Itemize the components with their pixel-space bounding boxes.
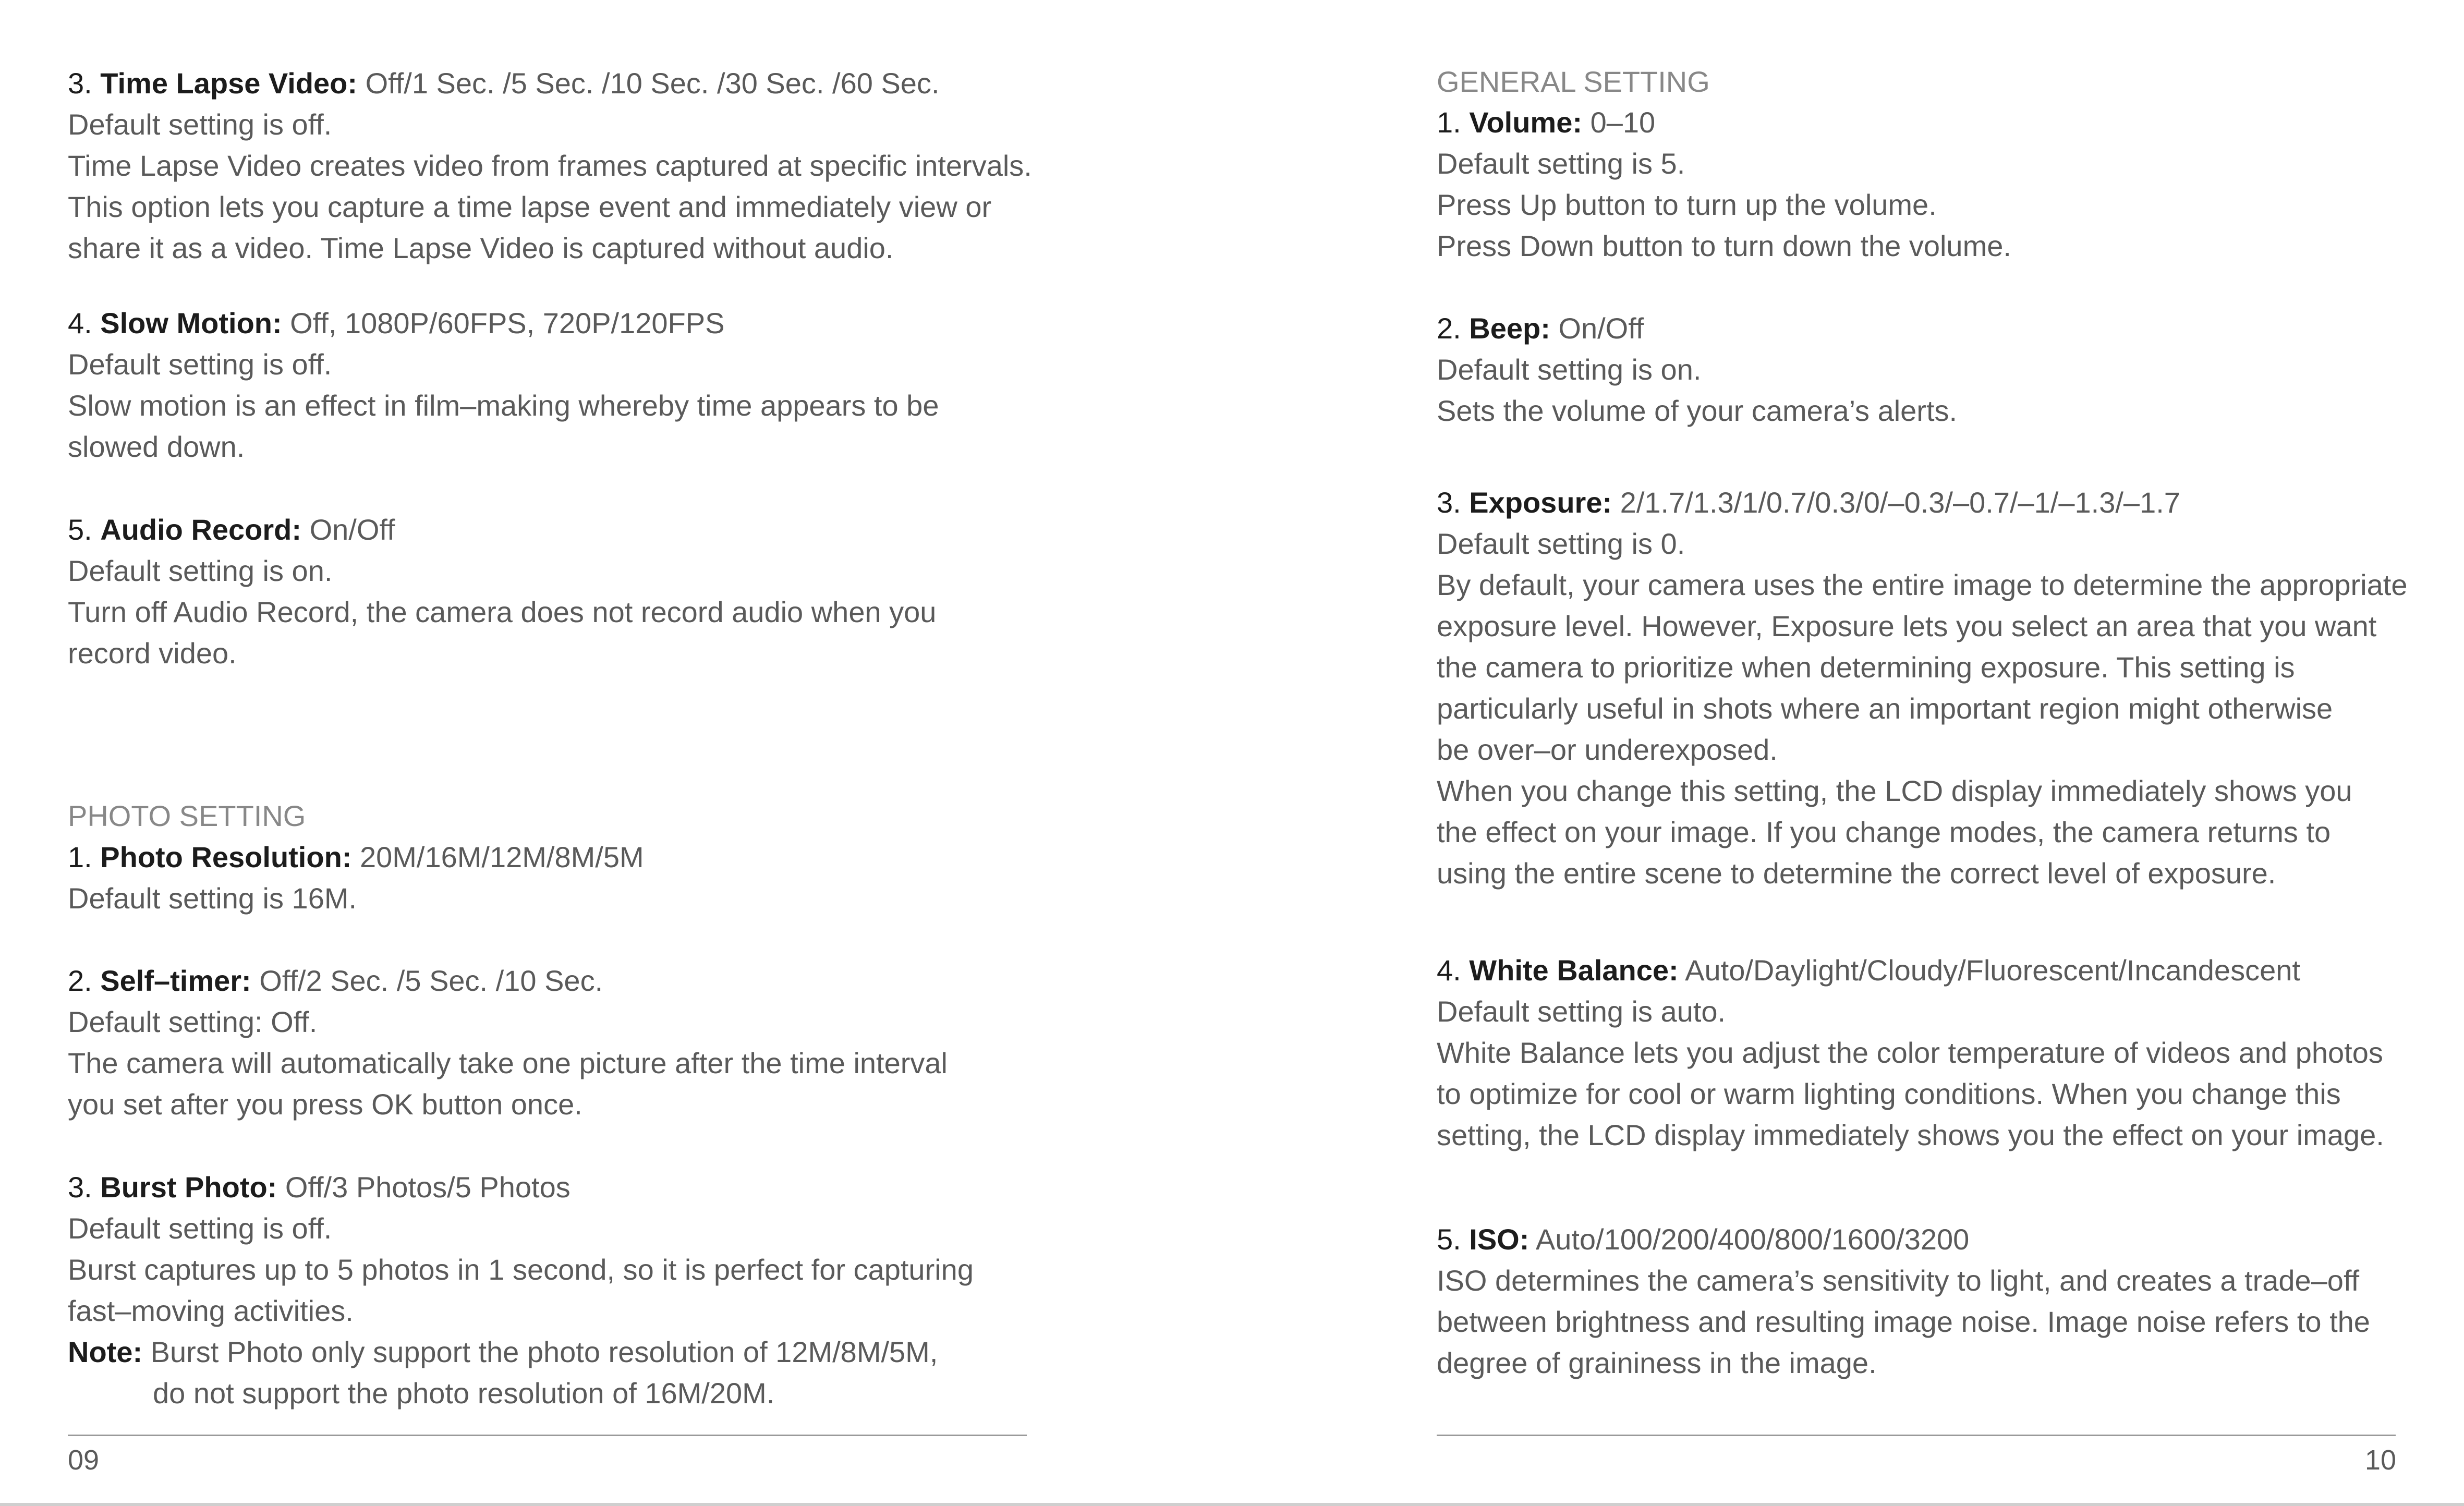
volume-desc-line: Press Up button to turn up the volume. (1437, 188, 1937, 221)
volume-default: Default setting is 5. (1437, 147, 1685, 180)
white-balance-desc-line: setting, the LCD display immediately shows you the effect on your image. (1437, 1119, 2384, 1151)
time-lapse-default: Default setting is off. (68, 108, 332, 141)
note-label: Note: (68, 1335, 143, 1368)
right-footer-rule (1437, 1435, 2396, 1436)
audio-record-heading: 5. Audio Record: On/Off (68, 513, 395, 546)
time-lapse-video-options: Off/1 Sec. /5 Sec. /10 Sec. /30 Sec. /60 Sec. (357, 67, 940, 100)
iso-heading: 5. ISO: Auto/100/200/400/800/1600/3200 (1437, 1223, 1970, 1256)
exposure-desc-line: When you change this setting, the LCD display immediately shows you (1437, 774, 2352, 807)
exposure-desc-line: particularly useful in shots where an important region might otherwise (1437, 692, 2333, 725)
self-timer-desc-line: you set after you press OK button once. (68, 1088, 582, 1121)
exposure-options: 2/1.7/1.3/1/0.7/0.3/0/–0.3/–0.7/–1/–1.3/–1.7 (1612, 486, 2180, 519)
exposure-desc-line: using the entire scene to determine the correct level of exposure. (1437, 857, 2276, 890)
exposure-desc-line: the effect on your image. If you change modes, the camera returns to (1437, 816, 2331, 848)
photo-setting-section-title: PHOTO SETTING (68, 799, 306, 832)
self-timer-desc-line: The camera will automatically take one picture after the time interval (68, 1047, 948, 1079)
white-balance-options: Auto/Daylight/Cloudy/Fluorescent/Incandescent (1678, 954, 2300, 987)
white-balance-desc-line: White Balance lets you adjust the color temperature of videos and photos (1437, 1036, 2383, 1069)
slow-motion-options: Off, 1080P/60FPS, 720P/120FPS (282, 307, 725, 339)
general-setting-section-title: GENERAL SETTING (1437, 65, 1710, 98)
time-lapse-desc-line: Time Lapse Video creates video from frames captured at specific intervals. (68, 149, 1032, 182)
exposure-desc-line: the camera to prioritize when determining exposure. This setting is (1437, 651, 2295, 684)
iso-desc-line: between brightness and resulting image noise. Image noise refers to the (1437, 1305, 2370, 1338)
time-lapse-desc-line: This option lets you capture a time lapse event and immediately view or (68, 190, 992, 223)
exposure-desc-line: exposure level. However, Exposure lets you select an area that you want (1437, 610, 2377, 642)
right-page-number: 10 (2364, 1444, 2396, 1476)
audio-record-options: On/Off (301, 513, 395, 546)
beep-default: Default setting is on. (1437, 353, 1702, 386)
photo-resolution-default: Default setting is 16M. (68, 882, 357, 915)
note-line (68, 1334, 938, 1370)
exposure-default: Default setting is 0. (1437, 527, 1685, 560)
burst-photo-desc-line: fast–moving activities. (68, 1294, 354, 1327)
iso-title: ISO: (1469, 1223, 1530, 1256)
photo-resolution-heading: 1. Photo Resolution: 20M/16M/12M/8M/5M (68, 841, 644, 873)
photo-resolution-options: 20M/16M/12M/8M/5M (351, 841, 644, 873)
burst-photo-title: Burst Photo: (100, 1171, 277, 1204)
left-page-number: 09 (68, 1444, 100, 1476)
time-lapse-desc-line: share it as a video. Time Lapse Video is captured without audio. (68, 232, 894, 264)
time-lapse-video-heading: 3. Time Lapse Video: Off/1 Sec. /5 Sec. /10 Sec. /30 Sec. /60 Sec. (68, 67, 940, 100)
burst-photo-default: Default setting is off. (68, 1212, 332, 1245)
white-balance-desc-line: to optimize for cool or warm lighting conditions. When you change this (1437, 1077, 2341, 1110)
audio-record-desc-line: record video. (68, 637, 237, 670)
iso-desc-line: degree of graininess in the image. (1437, 1346, 1877, 1379)
iso-options: Auto/100/200/400/800/1600/3200 (1529, 1223, 1970, 1256)
self-timer-title: Self–timer: (100, 964, 251, 997)
volume-desc-line: Press Down button to turn down the volume. (1437, 229, 2011, 262)
page-bottom-edge (0, 1503, 2464, 1506)
beep-desc-line: Sets the volume of your camera’s alerts. (1437, 394, 1958, 427)
self-timer-default: Default setting: Off. (68, 1005, 318, 1038)
time-lapse-video-title: Time Lapse Video: (100, 67, 358, 100)
slow-motion-desc-line: Slow motion is an effect in film–making whereby time appears to be (68, 389, 939, 422)
burst-photo-heading: 3. Burst Photo: Off/3 Photos/5 Photos (68, 1171, 571, 1204)
beep-heading: 2. Beep: On/Off (1437, 312, 1644, 345)
exposure-desc-line: By default, your camera uses the entire image to determine the appropriate (1437, 568, 2408, 601)
audio-record-title: Audio Record: (100, 513, 302, 546)
white-balance-default: Default setting is auto. (1437, 995, 1726, 1028)
left-footer-rule (68, 1435, 1027, 1436)
exposure-heading: 3. Exposure: 2/1.7/1.3/1/0.7/0.3/0/–0.3/–0.7/–1/–1.3/–1.7 (1437, 486, 2180, 519)
burst-photo-options: Off/3 Photos/5 Photos (277, 1171, 571, 1204)
volume-heading: 1. Volume: 0–10 (1437, 106, 1656, 139)
slow-motion-default: Default setting is off. (68, 348, 332, 381)
burst-photo-desc-line: Burst captures up to 5 photos in 1 second, so it is perfect for capturing (68, 1253, 974, 1286)
white-balance-heading: 4. White Balance: Auto/Daylight/Cloudy/Fluorescent/Incandescent (1437, 954, 2300, 987)
beep-title: Beep: (1469, 312, 1550, 345)
beep-options: On/Off (1550, 312, 1644, 345)
slow-motion-title: Slow Motion: (100, 307, 282, 339)
iso-desc-line: ISO determines the camera’s sensitivity to light, and creates a trade–off (1437, 1264, 2360, 1297)
volume-title: Volume: (1469, 106, 1583, 139)
self-timer-options: Off/2 Sec. /5 Sec. /10 Sec. (251, 964, 603, 997)
exposure-desc-line: be over–or underexposed. (1437, 733, 1778, 766)
photo-resolution-title: Photo Resolution: (100, 841, 352, 873)
volume-options: 0–10 (1582, 106, 1656, 139)
slow-motion-desc-line: slowed down. (68, 430, 245, 463)
white-balance-title: White Balance: (1469, 954, 1679, 987)
slow-motion-heading: 4. Slow Motion: Off, 1080P/60FPS, 720P/120FPS (68, 307, 725, 339)
audio-record-desc-line: Turn off Audio Record, the camera does not record audio when you (68, 596, 937, 628)
note-text: Burst Photo only support the photo resolution of 12M/8M/5M, (142, 1335, 938, 1368)
exposure-title: Exposure: (1469, 486, 1612, 519)
note-text-continued: do not support the photo resolution of 16M/20M. (153, 1377, 775, 1410)
audio-record-default: Default setting is on. (68, 554, 333, 587)
self-timer-heading: 2. Self–timer: Off/2 Sec. /5 Sec. /10 Sec. (68, 964, 603, 997)
